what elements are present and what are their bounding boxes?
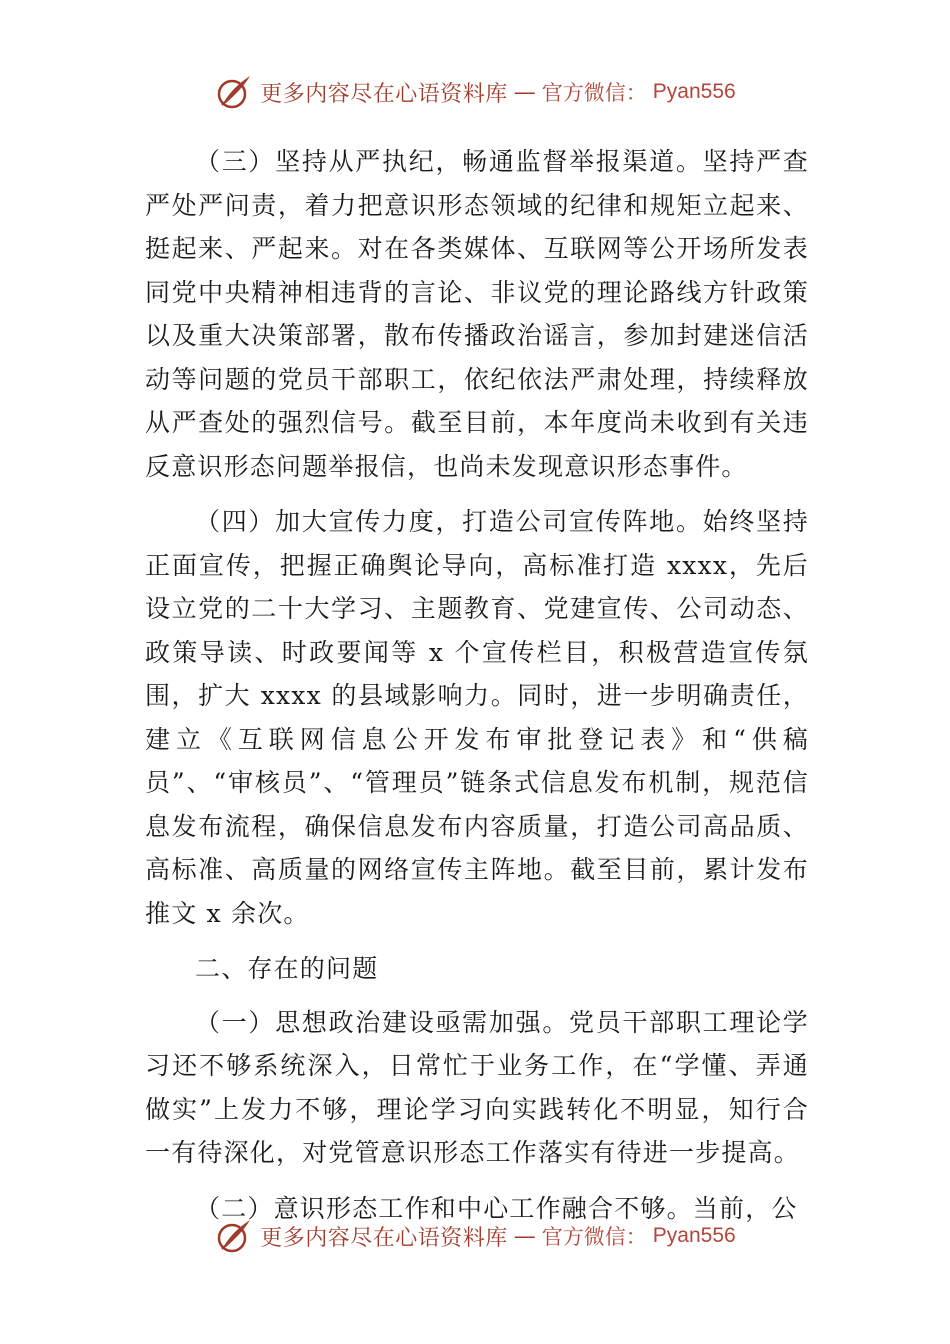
footer-watermark-banner — [0, 1214, 950, 1258]
watermark-wechat-id: Pyan556 — [652, 1224, 736, 1247]
paragraph-3: （三）坚持从严执纪，畅通监督举报渠道。坚持严查严处严问责，着力把意识形态领域的纪律和规矩立起来、挺起来、严起来。对在各类媒体、互联网等公开场所发表同党中央精神相违背的言论、非议党的理论路线方针政策以及重大决策部署，散布传播政治谣言，参加封建迷信活动等问题的党员干部职工，依纪依法严肃处理，持续释放从严查处的强烈信号。截至目前，本年度尚未收到有关违反意识形态问题举报信，也尚未发现意识形态事件。 — [145, 147, 809, 481]
quill-pen-logo-icon — [214, 1216, 254, 1256]
header-watermark-banner — [0, 70, 950, 114]
paragraph-4: （四）加大宣传力度，打造公司宣传阵地。始终坚持正面宣传，把握正确舆论导向，高标准打造 xxxx，先后设立党的二十大学习、主题教育、党建宣传、公司动态、政策导读、时政要闻等 x 个宣传栏目，积极营造宣传氛围，扩大 xxxx 的县域影响力。同时，进一步明确责任，建立《互联网信息公开发布审批登记表》和“供稿员”、“审核员”、“管理员”链条式信息发布机制，规范信息发布流程，确保信息发布内容质量，打造公司高品质、高标准、高质量的网络宣传主阵地。截至目前，累计发布推文 x 余次。 — [145, 507, 809, 928]
watermark-wechat-id: Pyan556 — [652, 80, 736, 103]
watermark-wechat-label: 官方微信： — [541, 81, 647, 105]
quill-pen-logo-icon — [214, 72, 254, 112]
watermark-brand-text: 更多内容尽在心语资料库 — [260, 81, 508, 107]
problem-paragraph-1: （一）思想政治建设亟需加强。党员干部职工理论学习还不够系统深入，日常忙于业务工作，在“学懂、弄通做实”上发力不够，理论学习向实践转化不明显，知行合一有待深化，对党管意识形态工作落实有待进一步提高。 — [145, 1007, 809, 1167]
watermark-dash: — — [513, 1223, 536, 1249]
watermark-wechat-label: 官方微信： — [541, 1225, 647, 1249]
problem-paragraph-2: （二）意识形态工作和中心工作融合不够。当前，公 — [195, 1193, 798, 1223]
watermark-brand-text: 更多内容尽在心语资料库 — [260, 1225, 508, 1251]
document-body — [145, 140, 809, 1242]
watermark-dash: — — [513, 79, 536, 105]
section-heading-problems: 二、存在的问题 — [195, 954, 379, 983]
